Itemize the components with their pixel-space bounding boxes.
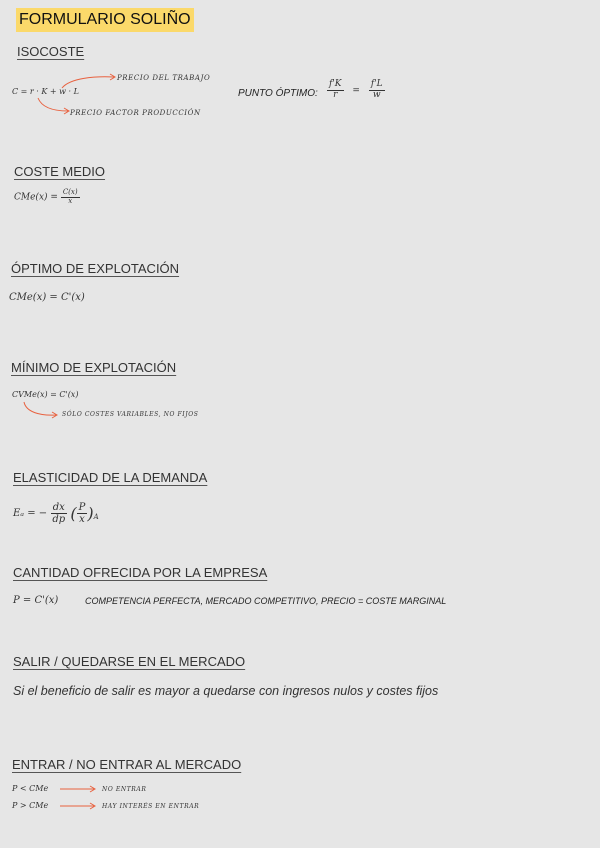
section-heading-coste-medio: COSTE MEDIO (14, 164, 106, 179)
isocoste-arrow-label-top: PRECIO DEL TRABAJO (117, 74, 211, 82)
minimo-explotacion-formula: CVMe(x) = C'(x) (12, 390, 79, 399)
isocoste-formula: C = r · K + w · L (12, 87, 79, 96)
entrar-row1-condition: P < CMe (12, 784, 49, 793)
section-heading-optimo-explotacion: ÓPTIMO DE EXPLOTACIÓN (11, 261, 180, 276)
minimo-explotacion-note: SÓLO COSTES VARIABLES, NO FIJOS (62, 411, 199, 418)
punto-optimo-label: PUNTO ÓPTIMO: (238, 88, 318, 99)
optimo-explotacion-formula: CMe(x) = C'(x) (9, 292, 85, 303)
section-heading-salir-quedarse: SALIR / QUEDARSE EN EL MERCADO (13, 654, 246, 669)
cantidad-ofrecida-formula: P = C'(x) (13, 595, 59, 606)
elasticidad-formula: Eₐ = − $\frac{dx}{dp}$ ( $\frac{P}{x}$ )$_A$ (13, 502, 99, 525)
entrar-row2-condition: P > CMe (12, 801, 49, 810)
cantidad-ofrecida-note: COMPETENCIA PERFECTA, MERCADO COMPETITIVO, PRECIO = COSTE MARGINAL (85, 596, 447, 606)
isocoste-arrow-label-bottom: PRECIO FACTOR PRODUCCIÓN (70, 109, 201, 117)
section-heading-elasticidad: ELASTICIDAD DE LA DEMANDA (13, 470, 208, 485)
entrar-row1-result: NO ENTRAR (102, 786, 147, 793)
section-heading-cantidad-ofrecida: CANTIDAD OFRECIDA POR LA EMPRESA (13, 565, 268, 580)
salir-quedarse-text: Si el beneficio de salir es mayor a quedarse con ingresos nulos y costes fijos (13, 684, 439, 698)
section-heading-minimo-explotacion: MÍNIMO DE EXPLOTACIÓN (11, 360, 177, 375)
page-title: FORMULARIO SOLIÑO (16, 8, 194, 32)
section-heading-isocoste: ISOCOSTE (17, 44, 85, 59)
punto-optimo-formula: $\frac{f'K}{r}$ = $\frac{f'L}{w}$ (329, 79, 383, 100)
entrar-row2-result: HAY INTERÉS EN ENTRAR (102, 803, 200, 810)
coste-medio-formula: CMe(x) = $\frac{C(x)}{x}$ (14, 188, 78, 205)
section-heading-entrar: ENTRAR / NO ENTRAR AL MERCADO (12, 757, 242, 772)
